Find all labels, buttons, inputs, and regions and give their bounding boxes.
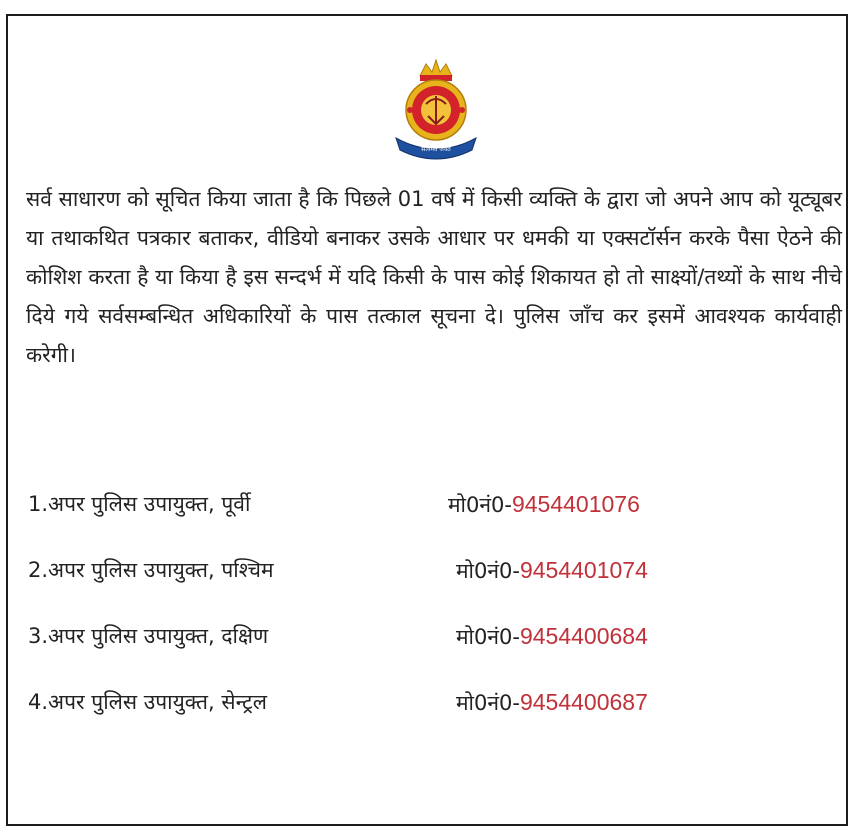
mobile-prefix-label: मो0नं0- [448,493,512,517]
mobile-prefix-label: मो0नं0- [456,691,520,715]
contact-list [28,482,828,746]
phone-number[interactable]: 9454400687 [519,689,648,715]
contact-row [28,482,828,548]
officer-title: 2.अपर पुलिस उपायुक्त, पश्चिम [28,558,274,582]
officer-title: 3.अपर पुलिस उपायुक्त, दक्षिण [28,624,269,648]
contact-row [28,614,828,680]
notice-frame [6,14,848,826]
up-police-emblem-icon [390,56,482,160]
contact-row [28,548,828,614]
officer-title: 1.अपर पुलिस उपायुक्त, पूर्वी [28,492,251,516]
mobile-number[interactable] [456,680,648,725]
phone-number[interactable]: 9454400684 [519,623,648,649]
mobile-number[interactable] [456,614,648,659]
notice-paragraph: सर्व साधारण को सूचित किया जाता है कि पिछले 01 वर्ष में किसी व्यक्ति के द्वारा जो अपने आप को यूट्यूबर या तथाकथित पत्रकार बताकर, वीडियो बनाकर उसके आधार पर धमकी या एक्सटॉर्सन करके पैसा ऐठने की कोशिश करता है या किया है इस सन्दर्भ में यदि किसी के पास कोई शिकायत हो तो साक्ष्यों/तथ्यों के साथ नीचे दिये गये सर्वसम्बन्धित अधिकारियों के पास तत्काल सूचना दे। पुलिस जाँच कर इसमें आवश्यक कार्यवाही करेगी। [26,187,842,367]
mobile-prefix-label: मो0नं0- [456,559,520,583]
phone-number[interactable]: 9454401074 [519,557,648,583]
contact-row [28,680,828,746]
svg-text:सत्यमेव जयते: सत्यमेव जयते [421,146,451,153]
mobile-number[interactable] [456,548,648,593]
mobile-number[interactable] [448,482,640,527]
phone-number[interactable]: 9454401076 [511,491,640,517]
mobile-prefix-label: मो0नं0- [456,625,520,649]
officer-title: 4.अपर पुलिस उपायुक्त, सेन्ट्रल [28,690,267,714]
